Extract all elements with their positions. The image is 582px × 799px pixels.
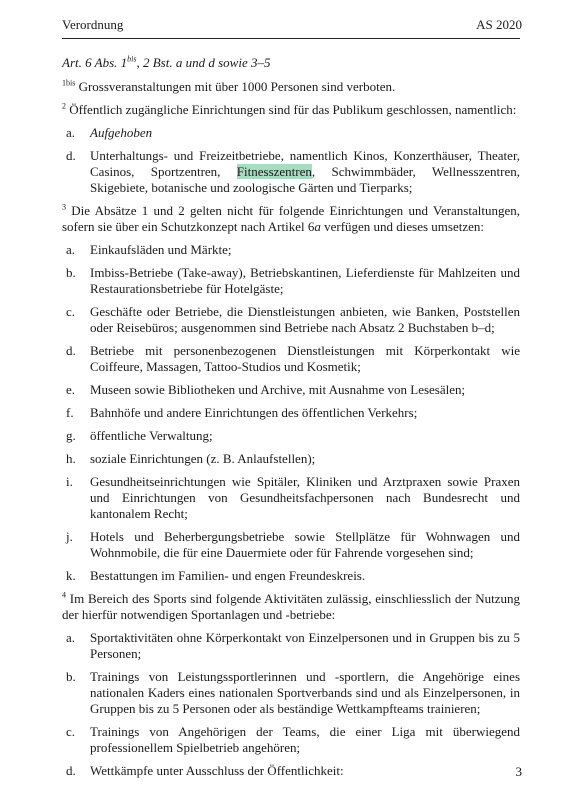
paragraph-number: 3 [62, 202, 66, 212]
list-label: d. [66, 148, 76, 163]
list-item [62, 242, 520, 258]
list-item [62, 125, 520, 141]
paragraph-4 [62, 591, 520, 623]
paragraph-1bis [62, 79, 520, 95]
list-item [62, 451, 520, 467]
list-label: f. [66, 405, 74, 420]
list-text: Sportaktivitäten ohne Körperkontakt von Einzelpersonen und in Gruppen bis zu 5 Personen; [90, 630, 520, 661]
paragraph-2 [62, 102, 520, 118]
list-text-part: Unterhaltungs- und Freizeitbetriebe, namentlich Kinos, Konzerthäuser, Theater, Casinos, Sportzentren, [90, 148, 520, 179]
list-text: Wettkämpfe unter Ausschluss der Öffentlichkeit: [90, 763, 344, 778]
list-item [62, 382, 520, 398]
paragraph-text: Im Bereich des Sports sind folgende Aktivitäten zulässig, einschliesslich der Nutzung der hierfür notwendigen Sportanlagen und -betriebe: [62, 591, 520, 622]
highlighted-term: Fitnesszentren [236, 164, 312, 179]
list-text: soziale Einrichtungen (z. B. Anlaufstellen); [90, 451, 316, 466]
list-text: Museen sowie Bibliotheken und Archive, mit Ausnahme von Lesesälen; [90, 382, 466, 397]
list-item [62, 265, 520, 297]
article-heading [62, 55, 520, 71]
header-title: Verordnung [62, 17, 124, 32]
page-number: 3 [515, 764, 522, 779]
list-label: d. [66, 343, 76, 358]
list-text: Betriebe mit personenbezogenen Dienstleistungen mit Körperkontakt wie Coiffeure, Massagen, Tattoo-Studios und Kosmetik; [90, 343, 520, 374]
list-item [62, 148, 520, 196]
list-text [90, 148, 520, 196]
list-text: Imbiss-Betriebe (Take-away), Betriebskantinen, Lieferdienste für Mahlzeiten und Restaurationsbetriebe für Hotelgäste; [90, 265, 520, 296]
list-text: öffentliche Verwaltung; [90, 428, 213, 443]
list-text: Trainings von Angehörigen der Teams, die einer Liga mit überwiegend professionellem Spielbetrieb angehören; [90, 724, 520, 755]
list-label: c. [66, 304, 76, 319]
list-text: Gesundheitseinrichtungen wie Spitäler, Kliniken und Arztpraxen sowie Praxen und Einrichtungen von Gesundheitsfachpersonen nach Bundesrecht und kantonalem Recht; [90, 474, 520, 521]
paragraph-3 [62, 203, 520, 235]
list-text: Aufgehoben [90, 125, 153, 140]
list-text: Hotels und Beherbergungsbetriebe sowie Stellplätze für Wohnwagen und Wohnmobile, die für eine Dauermiete oder für Fahrende vorgesehen sind; [90, 529, 520, 560]
header-rule [62, 38, 520, 39]
list-label: j. [66, 529, 73, 544]
list-label: d. [66, 763, 76, 778]
list-label: i. [66, 474, 73, 489]
list-item [62, 405, 520, 421]
list-label: g. [66, 428, 76, 443]
list-text: Bestattungen im Familien- und engen Freundeskreis. [90, 568, 366, 583]
list-item [62, 568, 520, 584]
header-reference: AS 2020 [476, 17, 522, 32]
paragraph-text: Öffentlich zugängliche Einrichtungen sind für das Publikum geschlossen, namentlich: [66, 102, 517, 117]
list-label: a. [66, 630, 76, 645]
list-item [62, 669, 520, 717]
list-label: a. [66, 242, 76, 257]
paragraph-text-italic: a [314, 219, 321, 234]
document-body [62, 55, 520, 786]
article-suffix: , 2 Bst. a und d sowie 3–5 [136, 55, 271, 70]
list-item [62, 343, 520, 375]
list-label: a. [66, 125, 76, 140]
paragraph-number: 2 [62, 101, 66, 111]
list-item [62, 630, 520, 662]
article-sup: bis [127, 54, 137, 64]
list-text: Trainings von Leistungssportlerinnen und -sportlern, die Angehörige eines nationalen Kaders eines nationalen Sportverbands sind und als Einzelpersonen, in Gruppen bis zu 5 Personen oder als beständige Wettkampfteams trainieren; [90, 669, 520, 716]
paragraph-number: 1bis [62, 78, 76, 88]
list-label: b. [66, 265, 76, 280]
list-item [62, 529, 520, 561]
paragraph-text: Grossveranstaltungen mit über 1000 Personen sind verboten. [75, 79, 396, 94]
list-label: h. [66, 451, 76, 466]
list-text: Einkaufsläden und Märkte; [90, 242, 232, 257]
list-label: b. [66, 669, 76, 684]
paragraph-text: Die Absätze 1 und 2 gelten nicht für folgende Einrichtungen und Veranstaltungen, sofern sie über ein Schutzkonzept nach Artikel 6 [62, 203, 520, 234]
list-label: k. [66, 568, 76, 583]
list-text: Geschäfte oder Betriebe, die Dienstleistungen anbieten, wie Banken, Poststellen oder Reisebüros; ausgenommen sind Betriebe nach Absatz 2 Buchstaben b–d; [90, 304, 520, 335]
article-prefix: Art. 6 Abs. 1 [62, 55, 128, 70]
list-item [62, 304, 520, 336]
paragraph-text: verfügen und dieses umsetzen: [320, 219, 485, 234]
list-item [62, 724, 520, 756]
list-label: c. [66, 724, 76, 739]
list-item [62, 763, 520, 779]
paragraph-3-list [62, 242, 520, 584]
paragraph-number: 4 [62, 590, 66, 600]
list-item [62, 428, 520, 444]
paragraph-4-list [62, 630, 520, 779]
list-text-part: , Schwimmbäder, Wellnesszentren, Skigebiete, botanische und zoologische Gärten und Tierparks; [90, 164, 521, 195]
list-text: Bahnhöfe und andere Einrichtungen des öffentlichen Verkehrs; [90, 405, 418, 420]
list-label: e. [66, 382, 76, 397]
list-item [62, 474, 520, 522]
